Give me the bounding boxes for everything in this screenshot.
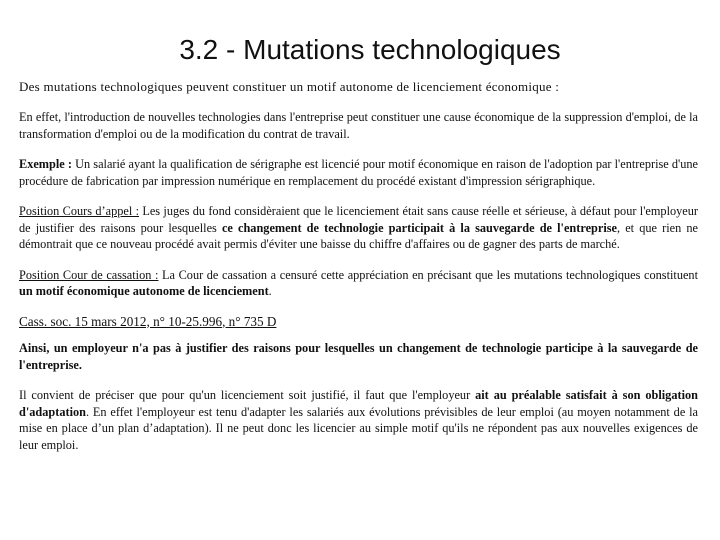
intro-paragraph: Des mutations technologiques peuvent constituer un motif autonome de licenciement économique :: [19, 79, 560, 94]
appeal-text-2: , et que rien ne démontrait que ce nouveau procédé avait permis d'éviter une baisse du chiffre d'affaires ou de gagner des parts de marché.: [19, 220, 698, 251]
final-text-2: . En effet l'employeur est tenu d'adapter les salariés aux évolutions prévisibles de leur emploi (au moyen notamment de la mise en place d’un plan d’adaptation). Il ne peut donc les licencier au simple motif qu'ils ne répondent pas aux nouvelles exigences de leur emploi.: [19, 404, 698, 452]
cassation-bold: un motif économique autonome de licenciement: [19, 284, 269, 298]
appeal-text-1: Les juges du fond considèraient que le licenciement était sans cause réelle et sérieuse, à défaut pour l'employeur de justifier des raisons pour lesquelles: [19, 204, 698, 235]
conclusion-paragraph: [19, 340, 698, 373]
final-paragraph: [19, 387, 698, 453]
cassation-text-1: La Cour de cassation a censuré cette appréciation en précisant que les mutations technologiques constituent: [158, 267, 698, 282]
appeal-bold: ce changement de technologie participait à la sauvegarde de l'entreprise: [221, 220, 618, 235]
cassation-text-2: .: [268, 284, 272, 298]
cassation-paragraph: [19, 267, 698, 300]
court-reference: Cass. soc. 15 mars 2012, n° 10-25.996, n° 735 D: [19, 313, 277, 329]
example-paragraph: [19, 156, 698, 189]
appeal-paragraph: [19, 203, 698, 253]
page-title: 3.2 - Mutations technologiques: [179, 34, 561, 65]
reference-line: [19, 314, 698, 331]
cassation-label: Position Cour de cassation :: [19, 267, 159, 282]
effect-paragraph: En effet, l'introduction de nouvelles technologies dans l'entreprise peut constituer une cause économique de la suppression d'emploi, de la transformation d'emploi ou de la modification du contrat de travail.: [19, 110, 698, 141]
conclusion-bold: Ainsi, un employeur n'a pas à justifier des raisons pour lesquelles un changement de technologie participe à la sauvegarde de l'entreprise.: [19, 341, 698, 372]
slide-body: [19, 79, 698, 453]
final-bold: ait au préalable satisfait à son obligation d'adaptation: [19, 388, 698, 419]
final-text-1: Il convient de préciser que pour qu'un licenciement soit justifié, il faut que l'employeur: [19, 388, 476, 402]
example-label: Exemple :: [19, 157, 72, 171]
appeal-label: Position Cours d’appel :: [19, 204, 139, 218]
example-text: Un salarié ayant la qualification de sérigraphe est licencié pour motif économique en raison de l'adoption par l'entreprise d'une procédure de fabrication par impression numérique en remplacement du procédé existant d'impression sérigraphique.: [19, 157, 699, 188]
